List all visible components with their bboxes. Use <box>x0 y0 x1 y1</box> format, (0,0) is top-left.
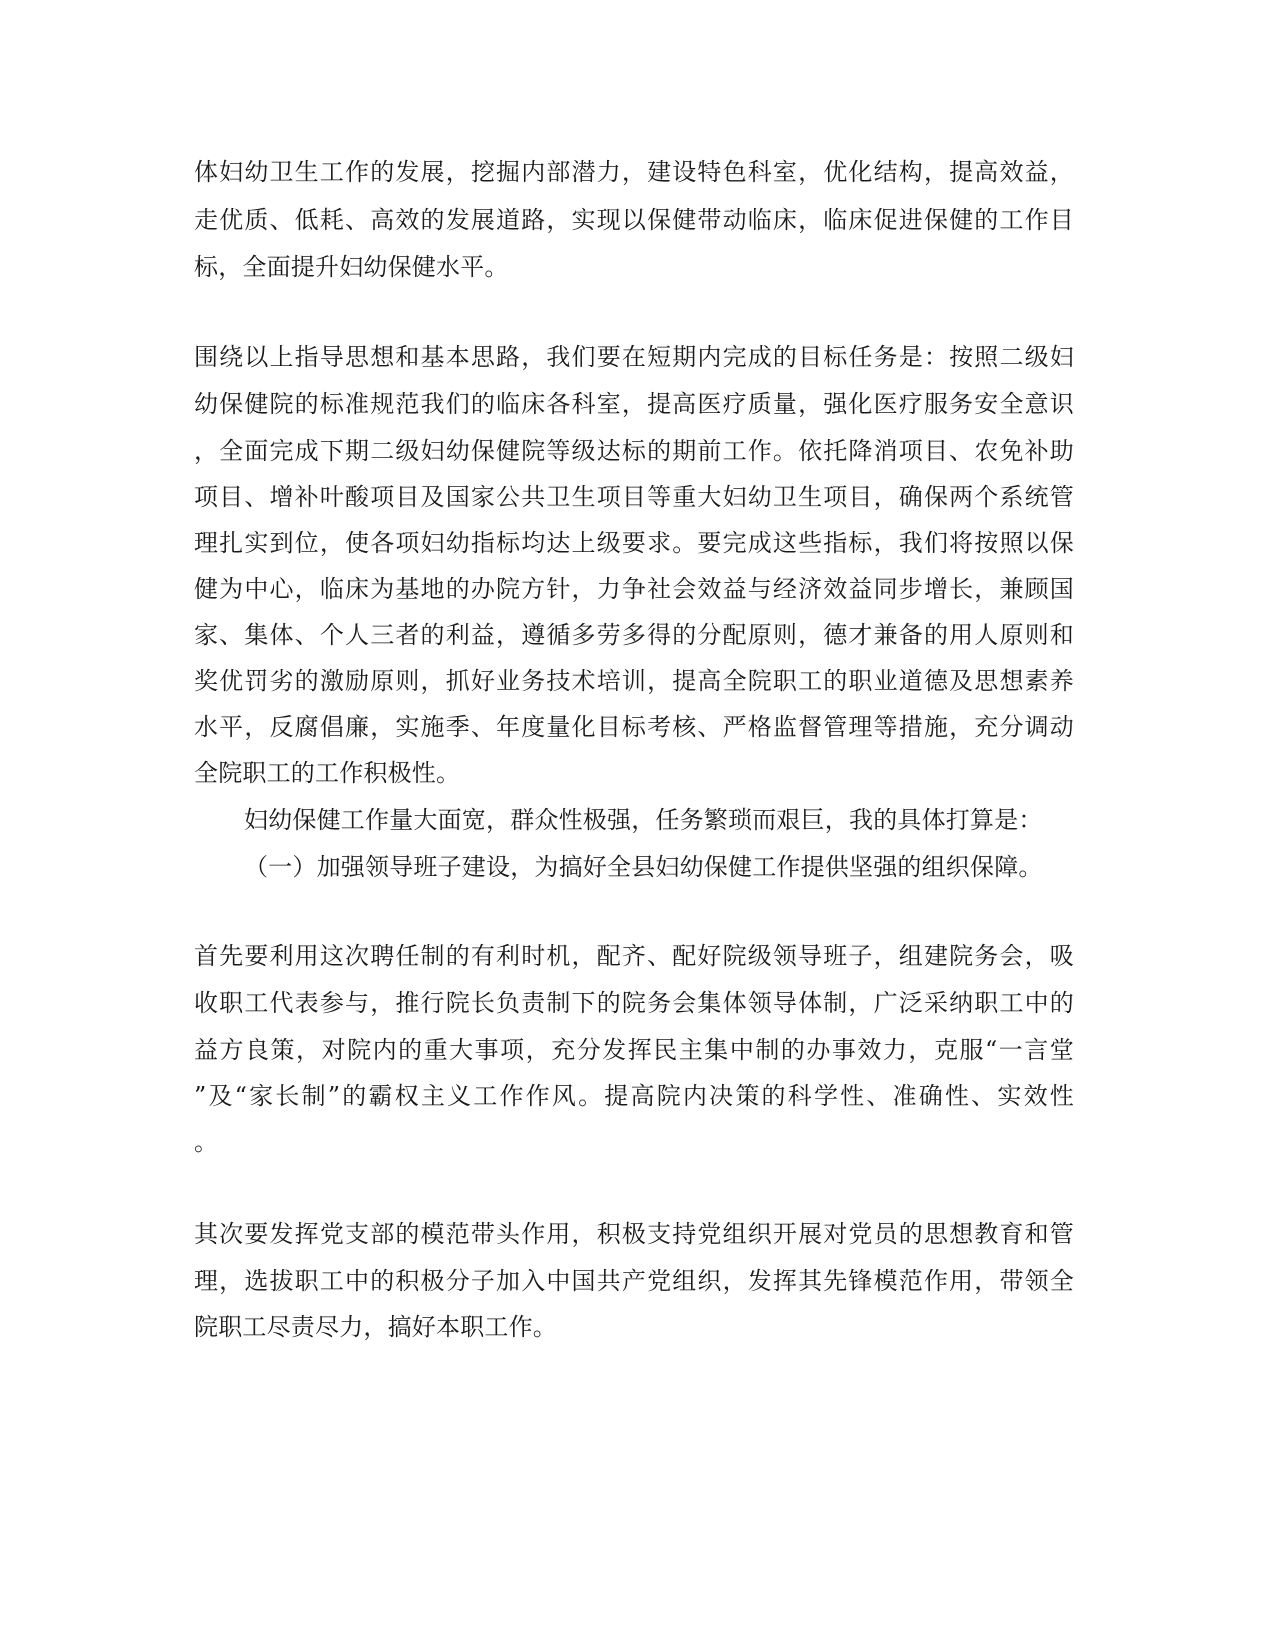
paragraph-line: 水平，反腐倡廉，实施季、年度量化目标考核、严格监督管理等措施，充分调动 <box>194 713 1074 741</box>
paragraph-line: 理，选拔职工中的积极分子加入中国共产党组织，发挥其先锋模范作用，带领全 <box>194 1267 1074 1295</box>
paragraph-line: 收职工代表参与，推行院长负责制下的院务会集体领导体制，广泛采纳职工中的 <box>194 989 1074 1017</box>
paragraph-line: ”及“家长制”的霸权主义工作作风。提高院内决策的科学性、准确性、实效性 <box>194 1082 1074 1110</box>
paragraph-line: 幼保健院的标准规范我们的临床各科室，提高医疗质量，强化医疗服务安全意识 <box>194 390 1074 418</box>
paragraph-line: 健为中心，临床为基地的办院方针，力争社会效益与经济效益同步增长，兼顾国 <box>194 575 1074 603</box>
paragraph-line: 围绕以上指导思想和基本思路，我们要在短期内完成的目标任务是：按照二级妇 <box>194 343 1074 371</box>
paragraph-line: 院职工尽责尽力，搞好本职工作。 <box>194 1313 557 1341</box>
paragraph-line: ，全面完成下期二级妇幼保健院等级达标的期前工作。依托降消项目、农免补助 <box>194 437 1074 465</box>
paragraph-line: 奖优罚劣的激励原则，抓好业务技术培训，提高全院职工的职业道德及思想素养 <box>194 667 1074 695</box>
paragraph-line: 益方良策，对院内的重大事项，充分发挥民主集中制的办事效力，克服“一言堂 <box>194 1036 1074 1064</box>
paragraph-line: 理扎实到位，使各项妇幼指标均达上级要求。要完成这些指标，我们将按照以保 <box>194 529 1074 557</box>
paragraph-line: 全院职工的工作积极性。 <box>194 759 461 787</box>
paragraph-line: 妇幼保健工作量大面宽，群众性极强，任务繁琐而艰巨，我的具体打算是： <box>244 806 1043 834</box>
paragraph-line: 项目、增补叶酸项目及国家公共卫生项目等重大妇幼卫生项目，确保两个系统管 <box>194 483 1074 511</box>
paragraph-line: 标，全面提升妇幼保健水平。 <box>194 253 509 281</box>
paragraph-line: 家、集体、个人三者的利益，遵循多劳多得的分配原则，德才兼备的用人原则和 <box>194 621 1074 649</box>
paragraph-line: 走优质、低耗、高效的发展道路，实现以保健带动临床，临床促进保健的工作目 <box>194 206 1074 234</box>
paragraph-line: 首先要利用这次聘任制的有利时机，配齐、配好院级领导班子，组建院务会，吸 <box>194 942 1074 970</box>
section-heading: （一）加强领导班子建设，为搞好全县妇幼保健工作提供坚强的组织保障。 <box>244 853 1043 881</box>
paragraph-line: 体妇幼卫生工作的发展，挖掘内部潜力，建设特色科室，优化结构，提高效益， <box>194 158 1074 186</box>
paragraph-line: 。 <box>194 1128 219 1156</box>
paragraph-line: 其次要发挥党支部的模范带头作用，积极支持党组织开展对党员的思想教育和管 <box>194 1220 1074 1248</box>
